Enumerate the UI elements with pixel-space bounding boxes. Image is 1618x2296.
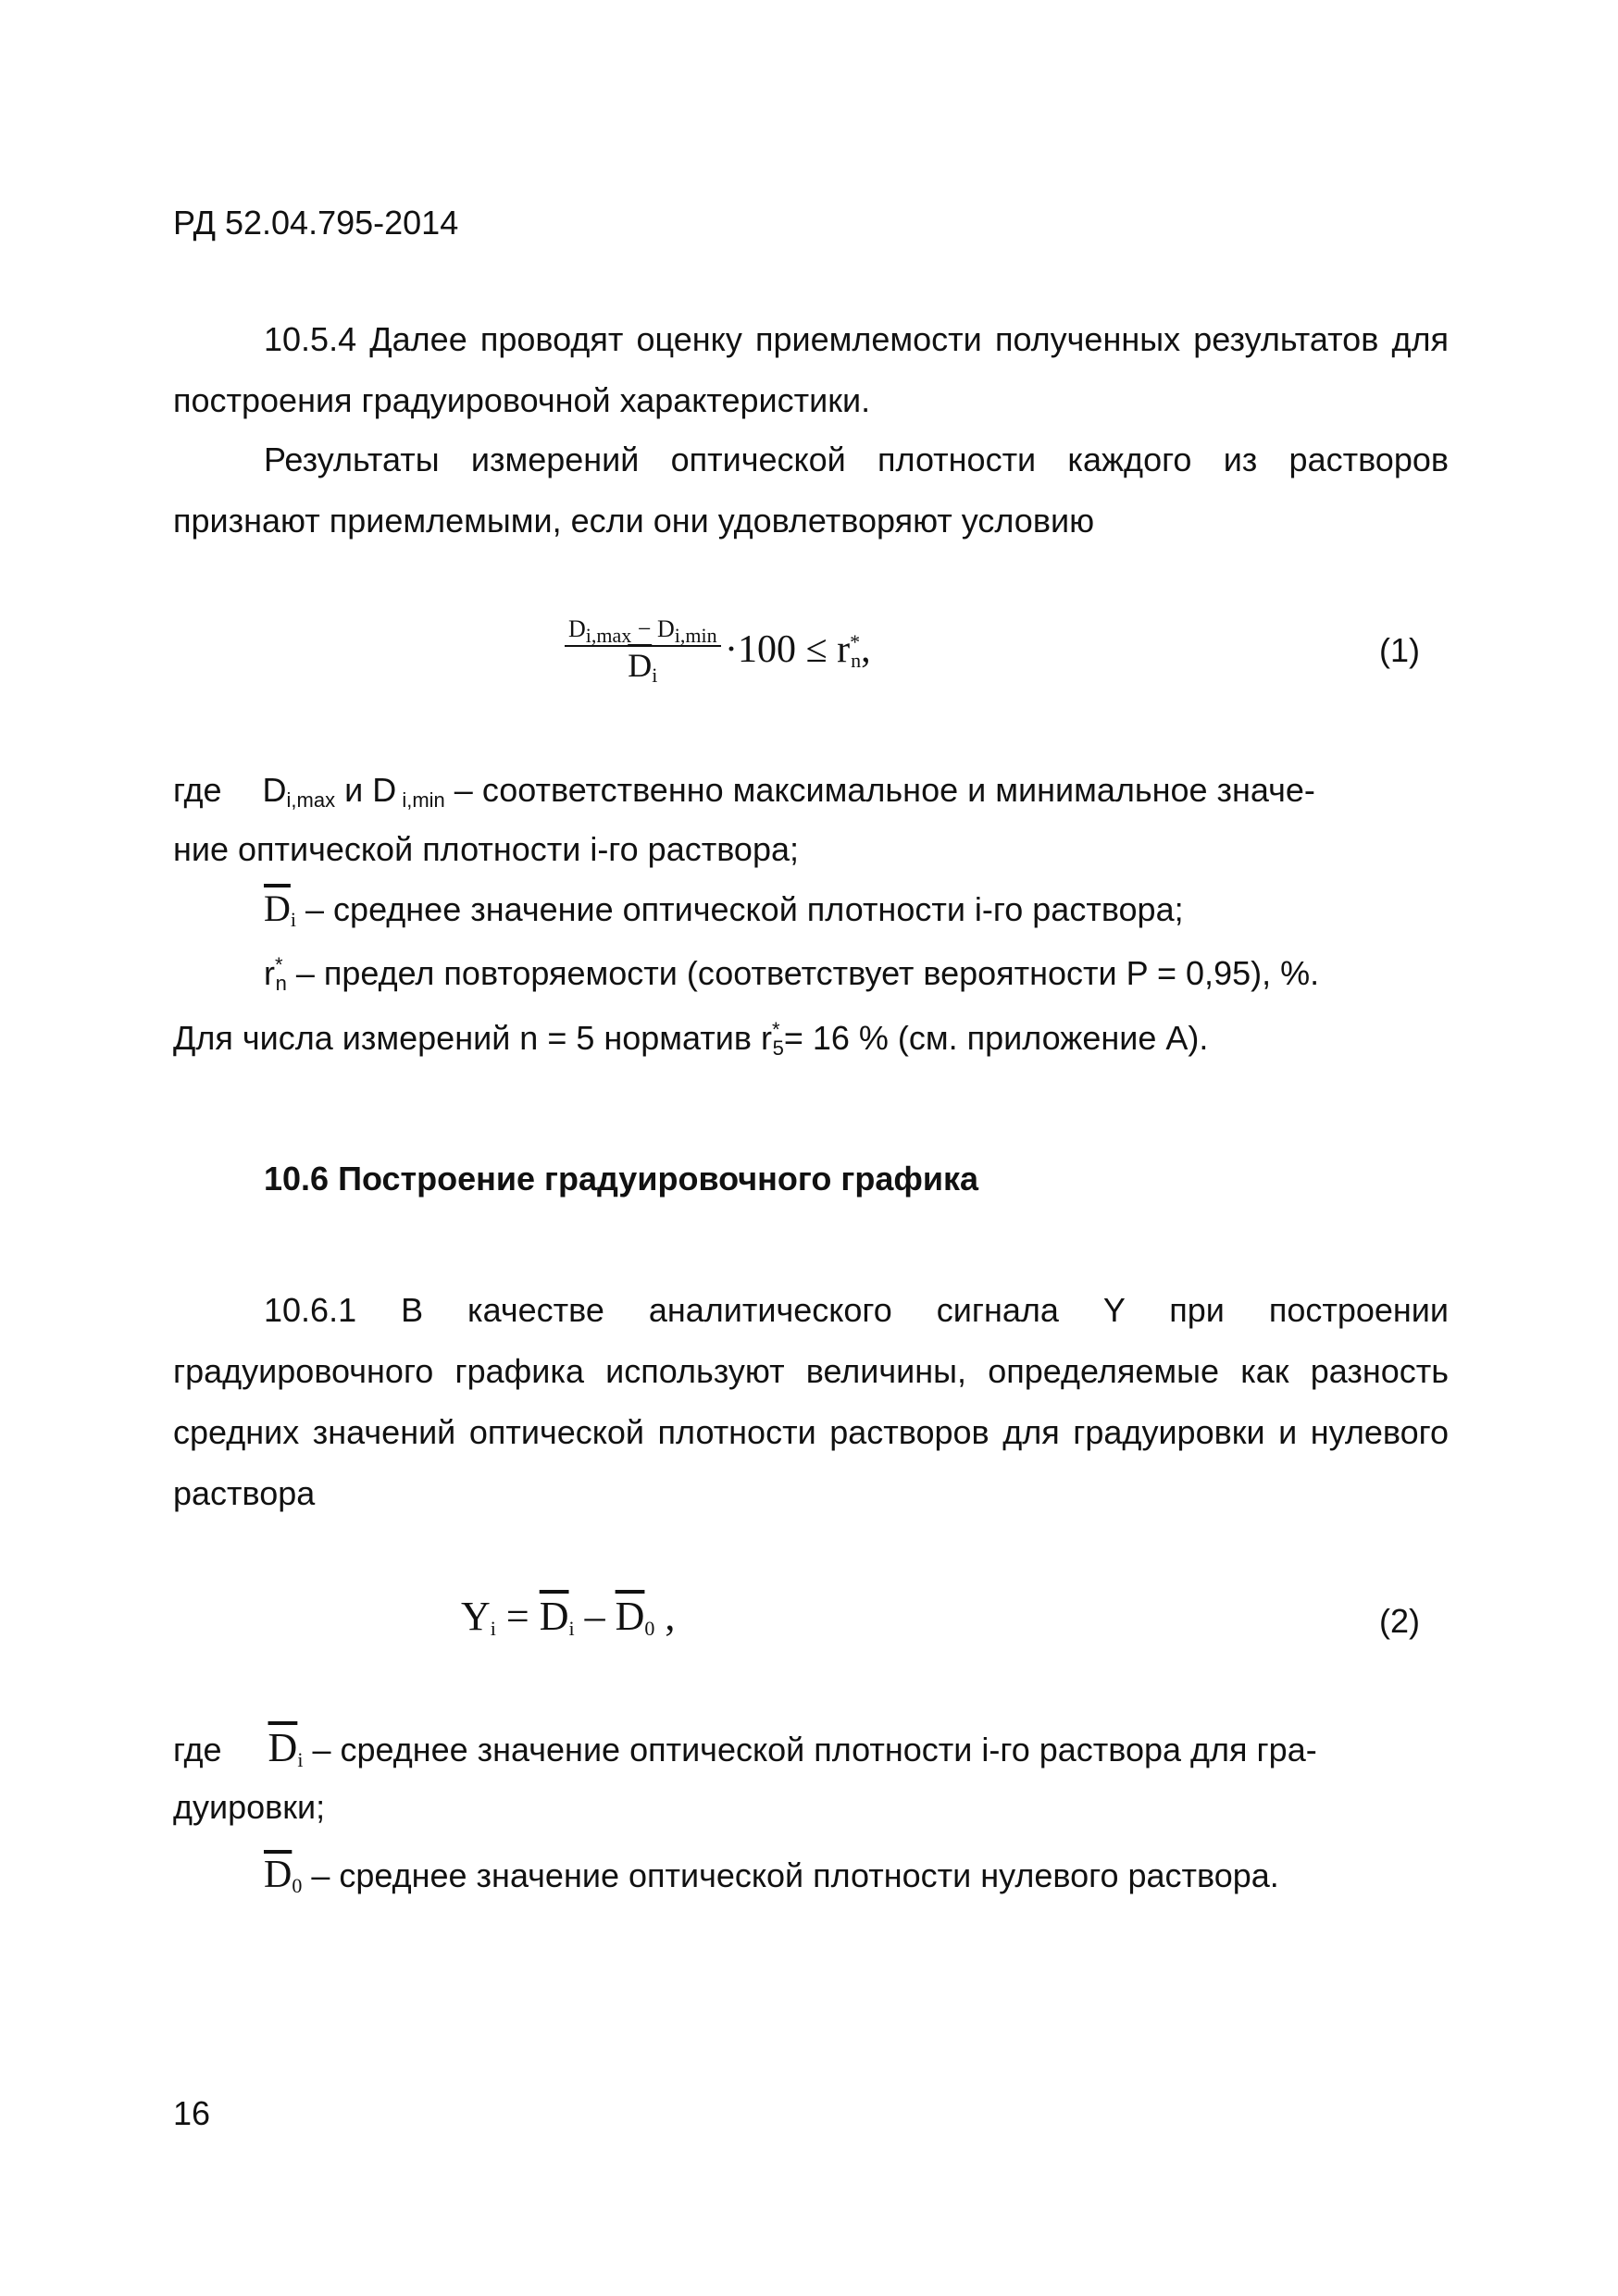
formula-2: $Y_i = \overline{D}_i - \overline{D}_0$ ,	[461, 1594, 676, 1640]
where-1-line-2: ние оптической плотности i-го раствора;	[173, 830, 799, 868]
where-2-line-3: $\overline{D}_0$ – среднее значение оптической плотности нулевого раствора.	[264, 1854, 1279, 1897]
page-number: 16	[173, 2094, 211, 2132]
where-2-line-2: дуировки;	[173, 1788, 326, 1826]
formula-1: $\frac{D_{i,max} - D_{i,min}}{\overline{D}_i}$ $\cdot 100 \le r^*_n$,	[565, 615, 871, 717]
formula-2-number: (2)	[1379, 1602, 1420, 1640]
formula-1-number: (1)	[1379, 631, 1420, 669]
document-code: РД 52.04.795-2014	[173, 204, 459, 242]
paragraph-10-6-1: 10.6.1 В качестве аналитического сигнала Y при построении градуировочного графика используют величины, определяемые как разность средних значений оптической плотности растворов для градуировки и нулевого раствора	[173, 1291, 1449, 1512]
formula-1-fraction: $\frac{D_{i,max} - D_{i,min}}{\overline{D}_i}$	[565, 615, 721, 684]
where-2-line-1: где $\overline{D}_i$ – среднее значение оптической плотности i-го раствора для гра-	[173, 1725, 1317, 1771]
paragraph-acceptance: Результаты измерений оптической плотности каждого из растворов признают приемлемыми, если они удовлетворяют условию	[173, 441, 1449, 540]
where-1-line-1: где $D_{i,max}$ и D $_{i,min}$ – соответственно максимальное и минимальное значе-	[173, 771, 1315, 812]
paragraph-10-5-4: 10.5.4 Далее проводят оценку приемлемости полученных результатов для построения градуировочной характеристики.	[173, 320, 1449, 419]
where-1-line-4: $r^*_n$ – предел повторяемости (соответствует вероятности P = 0,95), %.	[264, 953, 1320, 995]
where-1-line-3: $\overline{D}_i$ – среднее значение оптической плотности i-го раствора;	[264, 887, 1184, 931]
where-1-line-5: Для числа измерений n = 5 норматив $r^*_5= 16$ % (см. приложение А).	[173, 1018, 1209, 1060]
section-heading-10-6: 10.6 Построение градуировочного графика	[264, 1160, 979, 1198]
